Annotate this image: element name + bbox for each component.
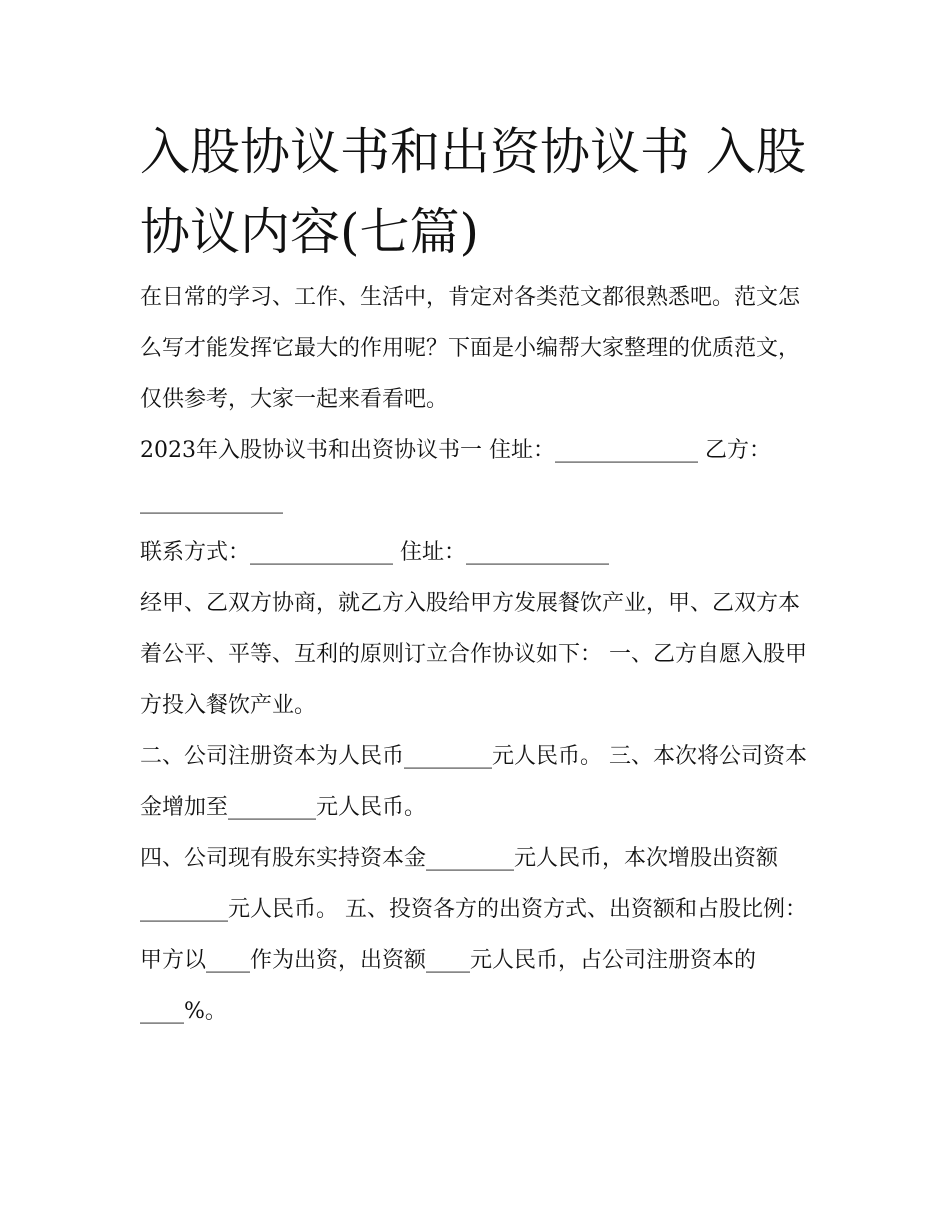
document-title: 入股协议书和出资协议书 入股协议内容(七篇) (140, 123, 806, 261)
capital-paragraph: 二、公司注册资本为人民币________元人民币。 三、本次将公司资本金增加至________元人民币。 (140, 744, 807, 820)
party-address-paragraph: 2023年入股协议书和出资协议书一 住址：_____________ 乙方：_____________ (140, 438, 771, 514)
document-body (140, 272, 820, 1037)
contact-paragraph: 联系方式：_____________ 住址：_____________ (140, 540, 609, 565)
party-a-contribution-paragraph: 甲方以____作为出资，出资额____元人民币，占公司注册资本的____%。 (140, 948, 757, 1024)
agreement-intro-paragraph: 经甲、乙双方协商，就乙方入股给甲方发展餐饮产业，甲、乙双方本着公平、平等、互利的原则订立合作协议如下： 一、乙方自愿入股甲方投入餐饮产业。 (140, 591, 807, 718)
shareholder-capital-paragraph: 四、公司现有股东实持资本金________元人民币，本次增股出资额________元人民币。 五、投资各方的出资方式、出资额和占股比例： (140, 846, 807, 922)
intro-paragraph: 在日常的学习、工作、生活中，肯定对各类范文都很熟悉吧。范文怎么写才能发挥它最大的作用呢？下面是小编帮大家整理的优质范文，仅供参考，大家一起来看看吧。 (140, 285, 801, 412)
